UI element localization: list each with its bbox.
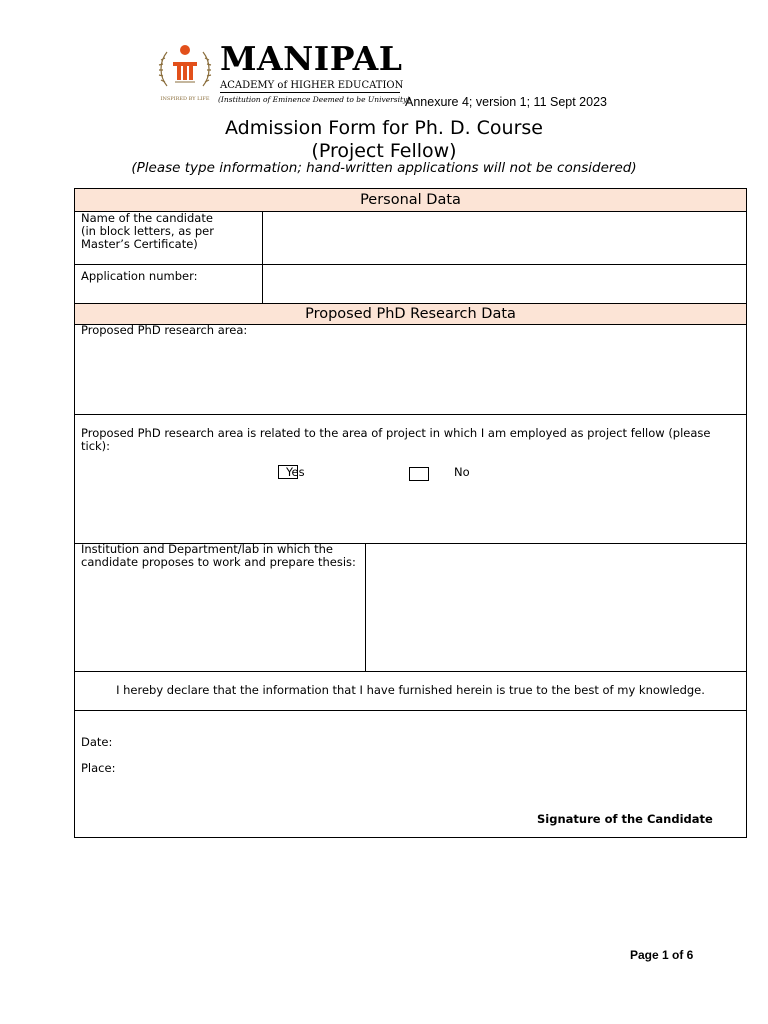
form-title: Admission Form for Ph. D. Course xyxy=(225,117,543,139)
brand-subtitle: ACADEMY of HIGHER EDUCATION xyxy=(220,80,404,91)
application-number-label: Application number: xyxy=(81,269,198,283)
section-header-personal-data: Personal Data xyxy=(75,189,746,212)
institution-label xyxy=(81,543,356,569)
brand-divider xyxy=(220,92,400,93)
row-divider xyxy=(75,414,746,415)
signature-label: Signature of the Candidate xyxy=(537,812,713,826)
institution-field[interactable] xyxy=(366,544,746,671)
declaration-text: I hereby declare that the information that I have furnished herein is true to the best of my knowledge. xyxy=(116,683,705,697)
related-question-line-1: Proposed PhD research area is related to the area of project in which I am employed as project fellow (please xyxy=(81,426,711,440)
page-number: Page 1 of 6 xyxy=(630,948,694,962)
row-divider xyxy=(75,710,746,711)
name-label-line-3: Master’s Certificate) xyxy=(81,237,198,251)
place-label: Place: xyxy=(81,761,116,775)
no-checkbox[interactable] xyxy=(409,467,429,481)
related-question-line-2: tick): xyxy=(81,439,111,453)
related-area-question xyxy=(81,427,741,453)
candidate-name-field[interactable] xyxy=(263,212,746,264)
name-label xyxy=(81,212,214,251)
brand-tagline: (Institution of Eminence Deemed to be University) xyxy=(218,95,411,104)
yes-label: Yes xyxy=(286,465,305,479)
section-header-research-data: Proposed PhD Research Data xyxy=(75,304,746,325)
seal-text: INSPIRED BY LIFE xyxy=(160,96,210,102)
manipal-seal-logo xyxy=(155,42,215,104)
no-label: No xyxy=(454,465,470,479)
name-label-line-2: (in block letters, as per xyxy=(81,224,214,238)
annexure-version: Annexure 4; version 1; 11 Sept 2023 xyxy=(405,95,607,109)
date-label: Date: xyxy=(81,735,113,749)
institution-label-line-1: Institution and Department/lab in which the xyxy=(81,542,333,556)
form-subtitle: (Project Fellow) xyxy=(311,140,457,162)
row-divider xyxy=(75,671,746,672)
brand-name: MANIPAL xyxy=(220,39,403,78)
name-label-line-1: Name of the candidate xyxy=(81,211,213,225)
research-area-field[interactable] xyxy=(75,338,746,414)
form-instruction-note: (Please type information; hand-written applications will not be considered) xyxy=(131,160,637,176)
application-number-field[interactable] xyxy=(263,265,746,303)
research-area-label: Proposed PhD research area: xyxy=(81,323,248,337)
institution-label-line-2: candidate proposes to work and prepare thesis: xyxy=(81,555,356,569)
